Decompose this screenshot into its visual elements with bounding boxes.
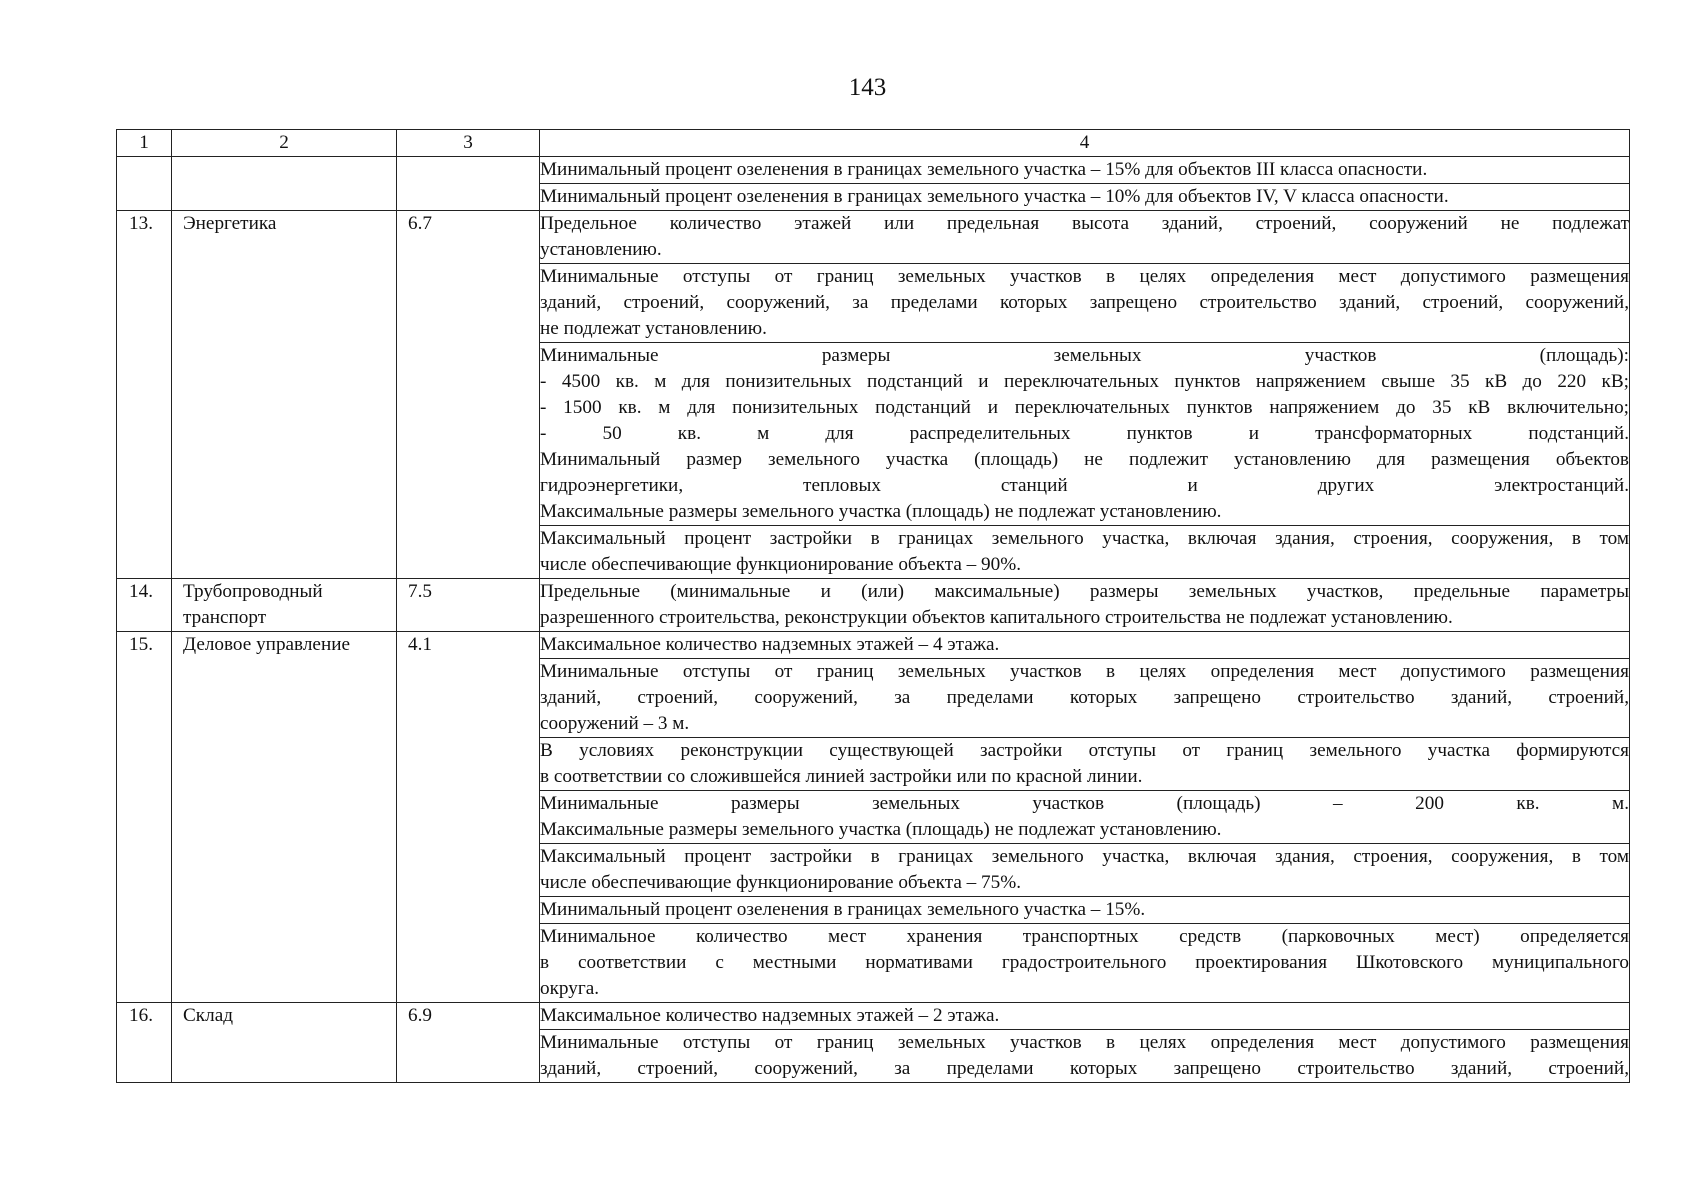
parameter-line: зданий, строений, сооружений, за пределами которых запрещено строительство зданий, строений, xyxy=(540,687,1629,708)
column-header-4: 4 xyxy=(540,130,1630,157)
parameter-line: - 4500 кв. м для понизительных подстанций и переключательных пунктов напряжением свыше 35 кВ до 220 кВ; xyxy=(540,371,1629,392)
table-row xyxy=(117,1003,1630,1030)
parameter-cell: Минимальный процент озеленения в границах земельного участка – 10% для объектов IV, V класса опасности. xyxy=(540,184,1630,211)
parameter-line: Минимальное количество мест хранения транспортных средств (парковочных мест) определяется xyxy=(540,926,1629,947)
row-name-line: Трубопроводный xyxy=(183,581,323,602)
parameter-line: числе обеспечивающие функционирование объекта – 75%. xyxy=(540,872,1022,893)
parameter-line: установлению. xyxy=(540,239,662,260)
parameter-cell xyxy=(540,738,1630,791)
parameter-line: в соответствии с местными нормативами градостроительного проектирования Шкотовского муниципального xyxy=(540,952,1629,973)
row-name-cell: Склад xyxy=(172,1003,397,1083)
row-number-cell xyxy=(117,157,172,211)
row-code-cell xyxy=(397,157,540,211)
parameter-line: - 50 кв. м для распределительных пунктов и трансформаторных подстанций. xyxy=(540,423,1629,444)
parameter-line: Предельное количество этажей или предельная высота зданий, строений, сооружений не подлежат xyxy=(540,213,1629,234)
row-code-cell: 7.5 xyxy=(397,579,540,632)
parameter-cell xyxy=(540,659,1630,738)
row-code-cell: 4.1 xyxy=(397,632,540,1003)
zoning-parameters-table xyxy=(116,129,1630,1083)
parameter-cell xyxy=(540,1030,1630,1083)
table-row xyxy=(117,579,1630,632)
parameter-cell xyxy=(540,264,1630,343)
column-header-1: 1 xyxy=(117,130,172,157)
parameter-line: Предельные (минимальные и (или) максимальные) размеры земельных участков, предельные параметры xyxy=(540,581,1629,602)
parameter-cell xyxy=(540,844,1630,897)
row-name-cell xyxy=(172,157,397,211)
row-name-cell: Деловое управление xyxy=(172,632,397,1003)
row-number-cell: 16. xyxy=(117,1003,172,1083)
parameter-cell xyxy=(540,924,1630,1003)
parameter-line: В условиях реконструкции существующей застройки отступы от границ земельного участка формируются xyxy=(540,740,1629,761)
parameter-cell xyxy=(540,343,1630,526)
page-number: 143 xyxy=(848,74,887,101)
row-code-cell: 6.9 xyxy=(397,1003,540,1083)
table-header-row xyxy=(117,130,1630,157)
parameter-cell xyxy=(540,211,1630,264)
parameter-line: Максимальный процент застройки в границах земельного участка, включая здания, строения, сооружения, в том xyxy=(540,528,1629,549)
parameter-cell xyxy=(540,897,1630,924)
parameter-line: округа. xyxy=(540,978,600,999)
parameter-cell xyxy=(540,579,1630,632)
parameter-line: зданий, строений, сооружений, за пределами которых запрещено строительство зданий, строений, xyxy=(540,1058,1629,1079)
table-row xyxy=(117,211,1630,264)
row-number-cell: 13. xyxy=(117,211,172,579)
parameter-line: сооружений – 3 м. xyxy=(540,713,690,734)
parameter-line: гидроэнергетики, тепловых станций и других электростанций. xyxy=(540,475,1629,496)
parameter-line: Максимальное количество надземных этажей – 2 этажа. xyxy=(540,1005,1000,1026)
parameter-cell: Минимальный процент озеленения в границах земельного участка – 15% для объектов III класса опасности. xyxy=(540,157,1630,184)
parameter-cell xyxy=(540,791,1630,844)
row-name-cell xyxy=(172,579,397,632)
parameter-line: Максимальные размеры земельного участка (площадь) не подлежат установлению. xyxy=(540,501,1222,522)
row-number-cell: 14. xyxy=(117,579,172,632)
parameter-cell xyxy=(540,632,1630,659)
column-header-2: 2 xyxy=(172,130,397,157)
parameter-line: Минимальный процент озеленения в границах земельного участка – 15%. xyxy=(540,899,1146,920)
parameter-line: Минимальные размеры земельных участков (площадь) – 200 кв. м. xyxy=(540,793,1629,814)
row-name-cell: Энергетика xyxy=(172,211,397,579)
parameter-cell xyxy=(540,1003,1630,1030)
parameter-line: Максимальные размеры земельного участка (площадь) не подлежат установлению. xyxy=(540,819,1222,840)
parameter-line: зданий, строений, сооружений, за пределами которых запрещено строительство зданий, строений, сооружений, xyxy=(540,292,1629,313)
parameter-line: Минимальные размеры земельных участков (площадь): xyxy=(540,345,1629,366)
parameter-line: числе обеспечивающие функционирование объекта – 90%. xyxy=(540,554,1022,575)
row-code-cell: 6.7 xyxy=(397,211,540,579)
parameter-cell xyxy=(540,526,1630,579)
column-header-3: 3 xyxy=(397,130,540,157)
parameter-line: Минимальные отступы от границ земельных участков в целях определения мест допустимого размещения xyxy=(540,661,1629,682)
parameter-line: Максимальное количество надземных этажей – 4 этажа. xyxy=(540,634,1000,655)
row-name-line: транспорт xyxy=(183,607,267,628)
parameter-line: Максимальный процент застройки в границах земельного участка, включая здания, строения, сооружения, в том xyxy=(540,846,1629,867)
parameter-line: Минимальные отступы от границ земельных участков в целях определения мест допустимого размещения xyxy=(540,266,1629,287)
parameter-line: разрешенного строительства, реконструкции объектов капитального строительства не подлежат установлению. xyxy=(540,607,1453,628)
parameter-line: Минимальный размер земельного участка (площадь) не подлежит установлению для размещения объектов xyxy=(540,449,1629,470)
parameter-line: в соответствии со сложившейся линией застройки или по красной линии. xyxy=(540,766,1143,787)
parameter-line: - 1500 кв. м для понизительных подстанций и переключательных пунктов напряжением до 35 кВ включительно; xyxy=(540,397,1629,418)
table-row xyxy=(117,632,1630,659)
table-row xyxy=(117,157,1630,184)
parameter-line: Минимальные отступы от границ земельных участков в целях определения мест допустимого размещения xyxy=(540,1032,1629,1053)
parameter-line: не подлежат установлению. xyxy=(540,318,767,339)
row-number-cell: 15. xyxy=(117,632,172,1003)
